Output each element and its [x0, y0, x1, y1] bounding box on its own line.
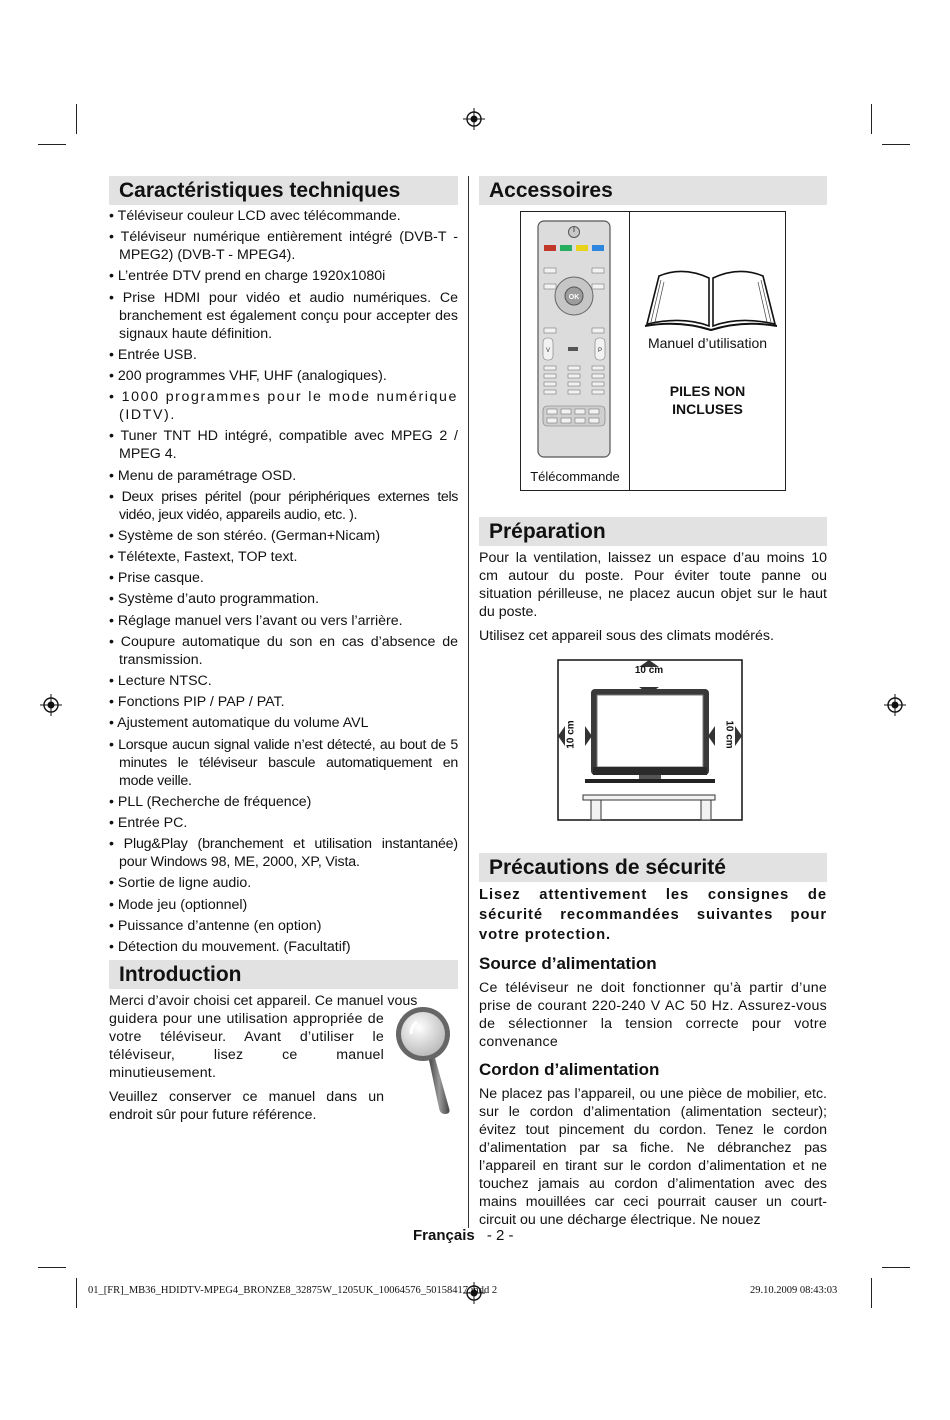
list-item: • Prise casque.	[109, 569, 458, 587]
list-item: • Entrée PC.	[109, 814, 458, 832]
page-footer	[413, 1227, 514, 1244]
list-item: • Lecture NTSC.	[109, 672, 458, 690]
crop-mark	[882, 1267, 910, 1268]
list-item: • Fonctions PIP / PAP / PAT.	[109, 693, 458, 711]
svg-text:OK: OK	[568, 294, 580, 301]
batteries-note-line: PILES NON	[669, 383, 746, 399]
power-source-paragraph: Ce téléviseur ne doit fonctionner qu’à partir d’une prise de courant 220-240 V AC 50 Hz. Assurez-vous de sélectionner la tension correcte pour votre convenance	[479, 980, 827, 1050]
registration-mark-icon	[463, 108, 485, 130]
list-item: • Téléviseur numérique entièrement intégré (DVB-T - MPEG2) (DVB-T - MPEG4).	[109, 228, 458, 264]
svg-text:V: V	[545, 348, 551, 354]
clearance-right-label: 10 cm	[723, 720, 735, 749]
safety-intro: Lisez attentivement les consignes de sécurité recommandées suivantes pour votre protection.	[479, 887, 827, 943]
crop-mark	[871, 1278, 872, 1308]
introduction-heading: Introduction	[109, 960, 458, 989]
print-slug-file: 01_[FR]_MB36_HDIDTV-MPEG4_BRONZE8_32875W_1205UK_10064576_50158417.indd 2	[88, 1285, 498, 1296]
clearance-left-label: 10 cm	[565, 720, 577, 749]
features-heading: Caractéristiques techniques	[109, 176, 458, 205]
power-cord-heading: Cordon d’alimentation	[479, 1060, 660, 1079]
list-item: • Système de son stéréo. (German+Nicam)	[109, 527, 458, 545]
power-cord-paragraph: Ne placez pas l’appareil, ou une pièce de mobilier, etc. sur le cordon d’alimentation (alimentation secteur); évitez tout pincement du cordon. Tenez le cordon d’alimentation par sa fiche. Ne débranchez pas l’appareil en tirant sur le cordon d’alimentation et ne touchez jamais au cordon d’alimentation avec des mains mouillées car ceci pourrait causer un court-circuit ou une décharge électrique. Ne nouez	[479, 1086, 827, 1228]
print-slug-date: 29.10.2009 08:43:03	[750, 1285, 838, 1296]
list-item: • Prise HDMI pour vidéo et audio numériques. Ce branchement est également conçu pour accepter des signaux haute définition.	[109, 289, 458, 343]
magnifying-glass-icon	[389, 1004, 459, 1116]
list-item: • PLL (Recherche de fréquence)	[109, 793, 458, 811]
list-item: • Système d’auto programmation.	[109, 590, 458, 608]
introduction-line: Merci d’avoir choisi cet appareil. Ce manuel vous	[109, 992, 418, 1009]
list-item: • Plug&Play (branchement et utilisation instantanée) pour Windows 98, ME, 2000, XP, Vista.	[109, 835, 458, 871]
list-item: • Lorsque aucun signal valide n’est détecté, au bout de 5 minutes le téléviseur bascule automatiquement en mode veille.	[109, 736, 458, 790]
list-item: • Ajustement automatique du volume AVL	[109, 714, 458, 732]
list-item: • L’entrée DTV prend en charge 1920x1080i	[109, 267, 458, 285]
list-item: • 1000 programmes pour le mode numérique (IDTV).	[109, 388, 458, 424]
right-column	[479, 176, 827, 1235]
clearance-diagram	[557, 659, 743, 821]
crop-mark	[38, 144, 66, 145]
crop-mark	[76, 1278, 77, 1308]
list-item: • Réglage manuel vers l’avant ou vers l’arrière.	[109, 612, 458, 630]
preparation-paragraph: Utilisez cet appareil sous des climats modérés.	[479, 628, 774, 644]
open-book-icon	[643, 262, 779, 332]
introduction-paragraph: guidera pour une utilisation appropriée de votre téléviseur. Avant d’utiliser le téléviseur, lisez ce manuel minutieusement.	[109, 1010, 384, 1081]
safety-heading: Précautions de sécurité	[479, 853, 827, 882]
crop-mark	[38, 1267, 66, 1268]
power-source-heading: Source d’alimentation	[479, 954, 657, 973]
list-item: • Deux prises péritel (pour périphériques externes tels vidéo, jeux vidéo, appareils audio, etc. ).	[109, 488, 458, 524]
list-item: • Mode jeu (optionnel)	[109, 896, 458, 914]
registration-mark-icon	[884, 694, 906, 716]
footer-language: Français	[413, 1227, 475, 1244]
left-column	[109, 176, 458, 1130]
footer-page-number: - 2 -	[486, 1227, 514, 1244]
list-item: • Entrée USB.	[109, 346, 458, 364]
list-item: • Tuner TNT HD intégré, compatible avec MPEG 2 / MPEG 4.	[109, 427, 458, 463]
crop-mark	[882, 144, 910, 145]
preparation-heading: Préparation	[479, 517, 827, 546]
remote-control-icon	[537, 220, 611, 458]
list-item: • Menu de paramétrage OSD.	[109, 467, 458, 485]
clearance-top-label: 10 cm	[634, 665, 664, 676]
features-list	[109, 207, 458, 956]
list-item: • 200 programmes VHF, UHF (analogiques).	[109, 367, 458, 385]
crop-mark	[871, 104, 872, 134]
list-item: • Coupure automatique du son en cas d’absence de transmission.	[109, 633, 458, 669]
list-item: • Puissance d’antenne (en option)	[109, 917, 458, 935]
accessories-box	[520, 211, 786, 491]
accessories-divider	[629, 212, 630, 490]
list-item: • Détection du mouvement. (Facultatif)	[109, 938, 458, 956]
introduction-paragraph: Veuillez conserver ce manuel dans un endroit sûr pour future référence.	[109, 1088, 384, 1123]
batteries-note-line: INCLUSES	[672, 401, 743, 417]
registration-mark-icon	[40, 694, 62, 716]
crop-mark	[76, 104, 77, 134]
list-item: • Téléviseur couleur LCD avec télécommande.	[109, 207, 458, 225]
preparation-paragraph: Pour la ventilation, laissez un espace d’au moins 10 cm autour du poste. Pour éviter toute panne ou situation périlleuse, ne placez aucun objet sur le haut du poste.	[479, 550, 827, 620]
list-item: • Télétexte, Fastext, TOP text.	[109, 548, 458, 566]
accessories-heading: Accessoires	[479, 176, 827, 205]
svg-text:P: P	[597, 348, 603, 354]
remote-label: Télécommande	[530, 469, 620, 484]
manual-label: Manuel d’utilisation	[647, 335, 768, 351]
column-divider	[468, 176, 469, 1228]
list-item: • Sortie de ligne audio.	[109, 874, 458, 892]
batteries-note	[630, 382, 785, 418]
tv-clearance-illustration	[557, 659, 743, 821]
